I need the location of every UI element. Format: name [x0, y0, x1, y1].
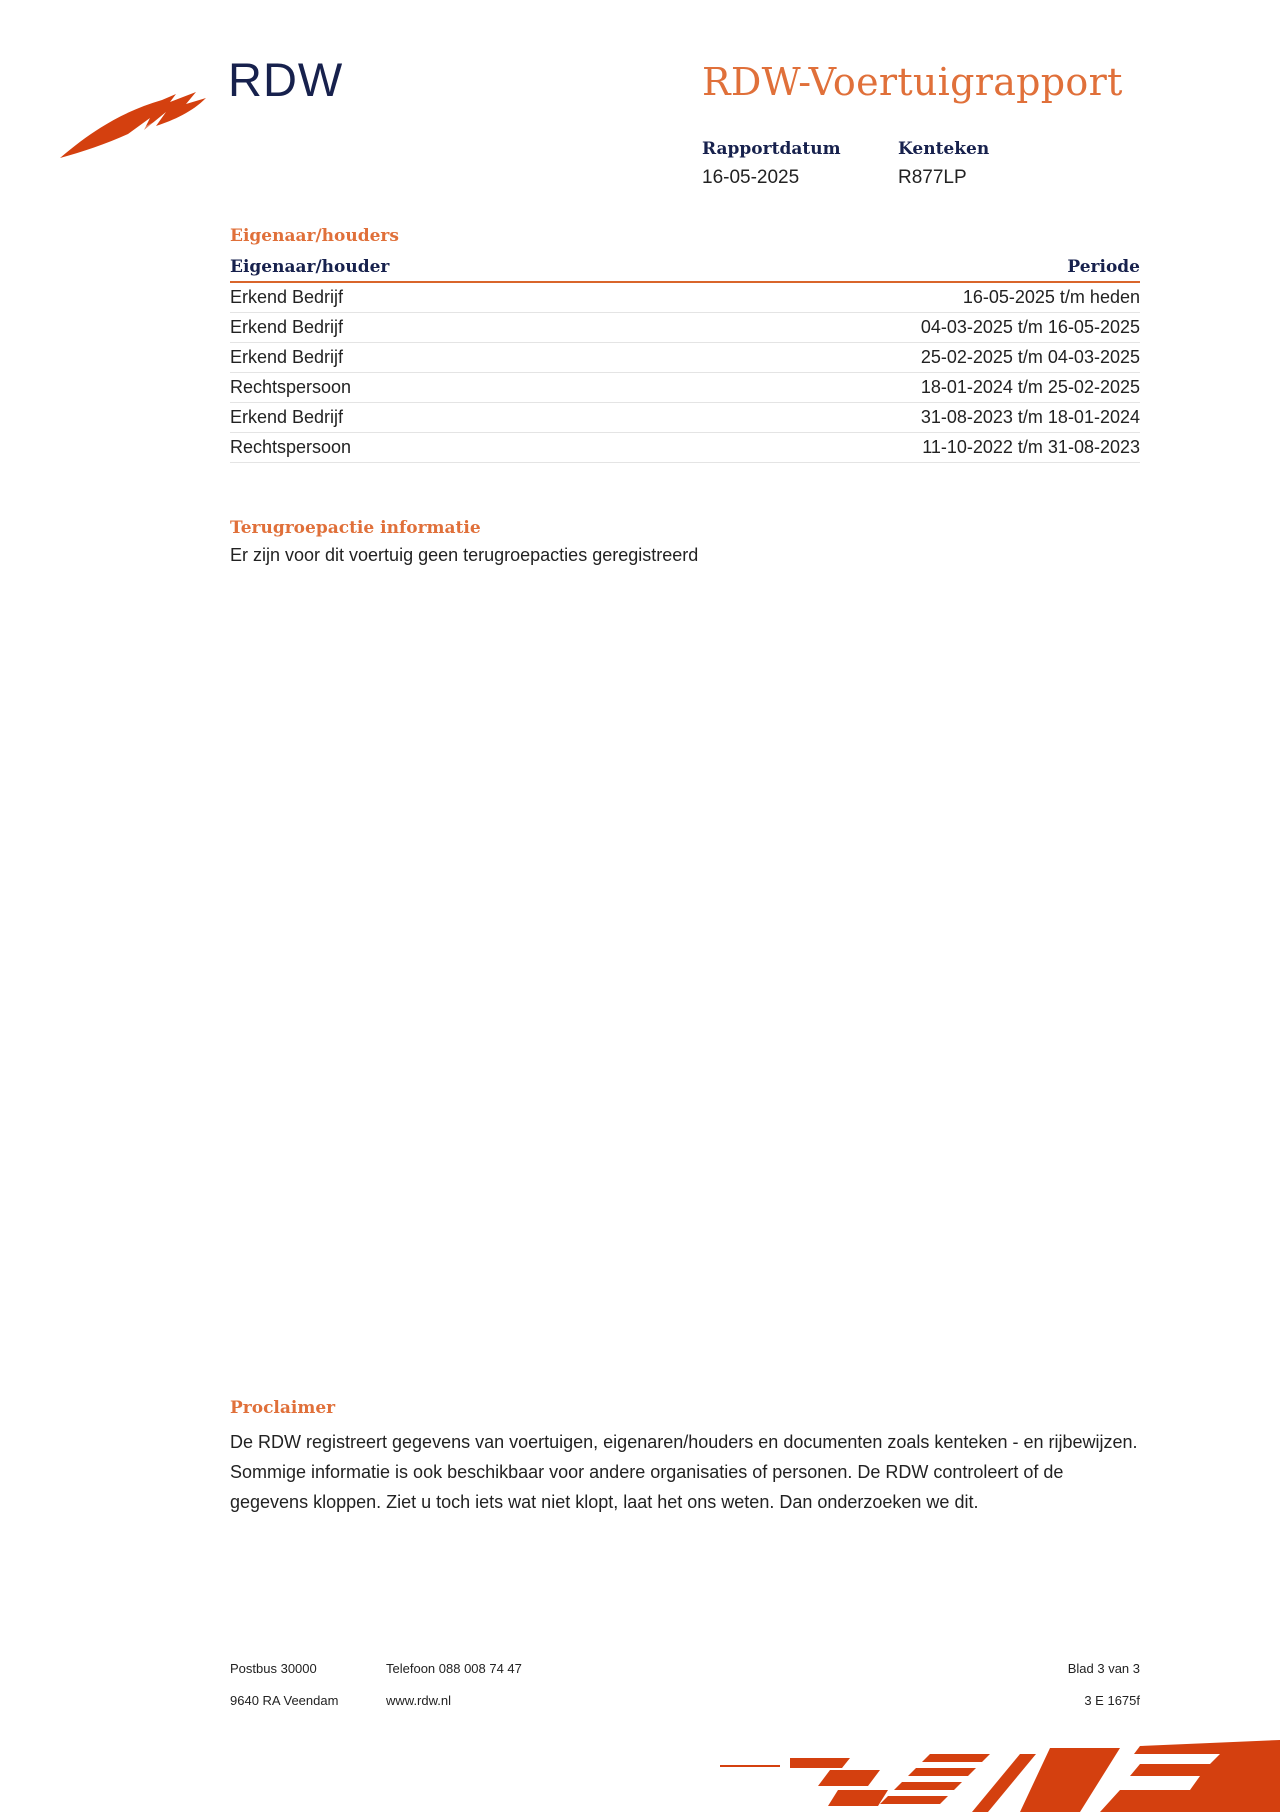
report-date-label: Rapportdatum	[702, 139, 841, 159]
footer-website-link[interactable]: www.rdw.nl	[386, 1693, 452, 1708]
recall-text: Er zijn voor dit voertuig geen terugroepacties geregistreerd	[230, 545, 699, 565]
table-row	[230, 373, 1140, 403]
period-cell: 25-02-2025 t/m 04-03-2025	[920, 347, 1140, 367]
logo-text: RDW	[228, 53, 344, 106]
report-date-value: 16-05-2025	[702, 167, 800, 188]
footer-stripes-decoration	[720, 1740, 1280, 1812]
period-cell: 16-05-2025 t/m heden	[962, 287, 1140, 307]
period-cell: 11-10-2022 t/m 31-08-2023	[922, 437, 1140, 457]
owners-table	[230, 253, 1140, 463]
owner-cell: Erkend Bedrijf	[230, 317, 344, 337]
plate-value: R877LP	[898, 167, 967, 188]
period-cell: 31-08-2023 t/m 18-01-2024	[920, 407, 1140, 427]
period-cell: 04-03-2025 t/m 16-05-2025	[920, 317, 1140, 337]
table-row	[230, 403, 1140, 433]
disclaimer-section-title: Proclaimer	[230, 1398, 336, 1418]
column-header-owner: Eigenaar/houder	[230, 257, 390, 277]
footer-address: 9640 RA Veendam	[230, 1693, 339, 1708]
period-cell: 18-01-2024 t/m 25-02-2025	[920, 377, 1140, 397]
owners-table-header	[230, 253, 1140, 283]
owners-section-title: Eigenaar/houders	[230, 226, 399, 246]
column-header-period: Periode	[1067, 257, 1140, 277]
owner-cell: Erkend Bedrijf	[230, 407, 344, 427]
table-row	[230, 343, 1140, 373]
recall-section-title: Terugroepactie informatie	[230, 518, 481, 538]
owner-cell: Erkend Bedrijf	[230, 347, 344, 367]
table-row	[230, 313, 1140, 343]
plate-label: Kenteken	[898, 139, 990, 159]
table-row	[230, 433, 1140, 463]
footer-page-number: Blad 3 van 3	[1067, 1661, 1140, 1676]
owner-cell: Erkend Bedrijf	[230, 287, 344, 307]
owner-cell: Rechtspersoon	[230, 377, 352, 397]
footer-code: 3 E 1675f	[1084, 1693, 1140, 1708]
rdw-logo-icon	[58, 82, 208, 162]
page-title: RDW-Voertuigrapport	[702, 60, 1123, 104]
table-row	[230, 283, 1140, 313]
owner-cell: Rechtspersoon	[230, 437, 352, 457]
footer-postbus: Postbus 30000	[230, 1661, 317, 1676]
disclaimer-text: De RDW registreert gegevens van voertuigen, eigenaren/houders en documenten zoals kenteken - en rijbewijzen. Sommige informatie is ook beschikbaar voor andere organisaties of personen. De RDW controleert of de gegevens kloppen. Ziet u toch iets wat niet klopt, laat het ons weten. Dan onderzoeken we dit.	[230, 1432, 1138, 1512]
footer-phone: Telefoon 088 008 74 47	[386, 1661, 522, 1676]
